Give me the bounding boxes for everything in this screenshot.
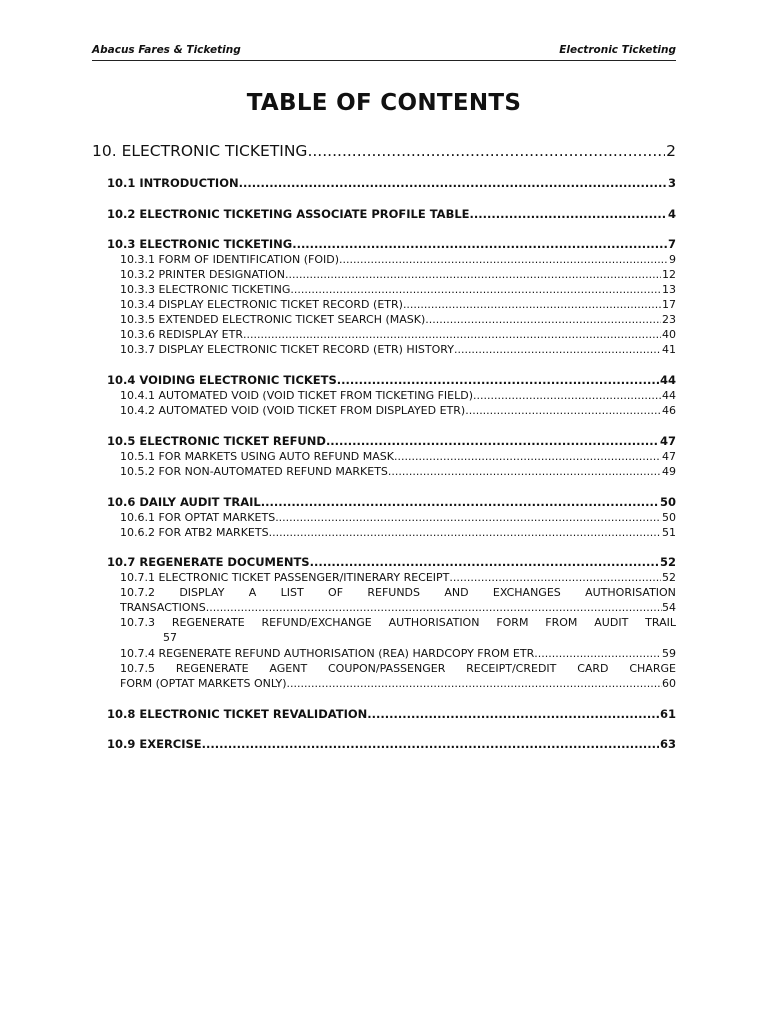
- toc-entry-title: 10.3.4 DISPLAY ELECTRONIC TICKET RECORD (ETR): [120, 298, 403, 311]
- toc-entry-10-3[interactable]: [107, 236, 676, 252]
- toc-entry-page: 63: [659, 737, 676, 751]
- toc-entry-10-4[interactable]: [107, 372, 676, 388]
- toc-leader: [337, 372, 659, 388]
- toc-entry-line-1: [120, 661, 676, 676]
- running-header: [92, 44, 676, 61]
- toc-word: CHARGE: [629, 662, 676, 675]
- toc-entry-10-3-6[interactable]: [120, 327, 676, 342]
- toc-entry-line-2: [120, 630, 676, 645]
- toc-entry-10-6-1[interactable]: [120, 510, 676, 525]
- toc-entry-10-7-1[interactable]: [120, 570, 676, 585]
- toc-leader: [239, 175, 667, 191]
- toc-entry-page: 9: [669, 253, 676, 266]
- toc-entry-10-2[interactable]: [107, 206, 676, 222]
- toc-entry-10-3-5[interactable]: [120, 312, 676, 327]
- toc-entry-title: 10.5 ELECTRONIC TICKET REFUND: [107, 434, 326, 448]
- toc-leader: [261, 494, 659, 510]
- toc-entry-title-continued: TRANSACTIONS: [120, 601, 206, 614]
- toc-entry-10-5[interactable]: [107, 433, 676, 449]
- toc-leader: [243, 327, 661, 342]
- toc-entry-title: 10.2 ELECTRONIC TICKETING ASSOCIATE PROFILE TABLE: [107, 207, 470, 221]
- toc-word: A: [248, 586, 257, 599]
- toc-word: CARD: [577, 662, 609, 675]
- toc-entry-page: 52: [662, 571, 676, 584]
- toc-word: AUTHORISATION: [585, 586, 676, 599]
- toc-word: REGENERATE: [175, 662, 249, 675]
- page-title: TABLE OF CONTENTS: [246, 90, 522, 116]
- toc-leader: [367, 706, 659, 722]
- toc-entry-line-1: [120, 615, 676, 630]
- toc-word: 10.7.5: [120, 662, 155, 675]
- toc-entry-title: 10.3.5 EXTENDED ELECTRONIC TICKET SEARCH (MASK): [120, 313, 426, 326]
- toc-entry-title: 10.7.4 REGENERATE REFUND AUTHORISATION (REA) HARDCOPY FROM ETR: [120, 647, 535, 660]
- toc-leader: [470, 206, 667, 222]
- toc-entry-10-8[interactable]: [107, 706, 676, 722]
- toc-entry-page: 3: [667, 176, 676, 190]
- toc-word: REFUNDS: [367, 586, 421, 599]
- toc-leader: [326, 433, 659, 449]
- toc-word: AUDIT: [594, 616, 629, 629]
- toc-entry-10[interactable]: [92, 141, 676, 161]
- toc-entry-line-1: [120, 585, 676, 600]
- toc-entry-title-continued: FORM (OPTAT MARKETS ONLY): [120, 677, 287, 690]
- toc-word: 10.7.2: [120, 586, 155, 599]
- toc-leader: [454, 342, 661, 357]
- toc-word: OF: [328, 586, 344, 599]
- toc-word: LIST: [280, 586, 304, 599]
- toc-entry-title: 10.3.2 PRINTER DESIGNATION: [120, 268, 285, 281]
- toc-word: RECEIPT/CREDIT: [466, 662, 557, 675]
- toc-entry-title: 10.9 EXERCISE: [107, 737, 202, 751]
- toc-entry-page: 61: [659, 707, 676, 721]
- toc-leader: [394, 449, 661, 464]
- toc-word: 10.7.3: [120, 616, 155, 629]
- toc-leader: [269, 525, 661, 540]
- toc-leader: [285, 267, 661, 282]
- toc-entry-title: 10.3.3 ELECTRONIC TICKETING: [120, 283, 291, 296]
- toc-entry-page: 59: [662, 647, 676, 660]
- toc-entry-title: 10.7.1 ELECTRONIC TICKET PASSENGER/ITINERARY RECEIPT: [120, 571, 450, 584]
- toc-entry-10-3-4[interactable]: [120, 297, 676, 312]
- toc-leader: [310, 554, 659, 570]
- toc-entry-title: 10. ELECTRONIC TICKETING: [92, 142, 308, 160]
- toc-leader: [388, 464, 661, 479]
- toc-entry-title: 10.5.1 FOR MARKETS USING AUTO REFUND MASK: [120, 450, 394, 463]
- toc-leader: [275, 510, 661, 525]
- toc-entry-page: 57: [163, 631, 177, 644]
- toc-word: DISPLAY: [179, 586, 225, 599]
- toc-entry-10-7[interactable]: [107, 554, 676, 570]
- toc-word: AND: [444, 586, 469, 599]
- toc-word: COUPON/PASSENGER: [328, 662, 446, 675]
- header-right-text: Electronic Ticketing: [559, 44, 676, 56]
- toc-entry-10-6-2[interactable]: [120, 525, 676, 540]
- toc-entry-title: 10.4.1 AUTOMATED VOID (VOID TICKET FROM TICKETING FIELD): [120, 389, 473, 402]
- toc-leader: [287, 676, 662, 691]
- toc-entry-title: 10.4 VOIDING ELECTRONIC TICKETS: [107, 373, 337, 387]
- toc-leader: [339, 252, 668, 267]
- toc-leader: [206, 600, 662, 615]
- toc-entry-10-7-4[interactable]: [120, 646, 676, 661]
- toc-entry-10-4-2[interactable]: [120, 403, 676, 418]
- toc-leader: [202, 736, 659, 752]
- toc-entry-page: 4: [667, 207, 676, 221]
- toc-entry-title: 10.6.1 FOR OPTAT MARKETS: [120, 511, 276, 524]
- toc-leader: [290, 282, 661, 297]
- toc-entry-page: 41: [662, 343, 676, 356]
- toc-entry-title: 10.5.2 FOR NON-AUTOMATED REFUND MARKETS: [120, 465, 388, 478]
- toc-entry-title: 10.3.6 REDISPLAY ETR: [120, 328, 243, 341]
- toc-entry-10-1[interactable]: [107, 175, 676, 191]
- toc-entry-page: 46: [662, 404, 676, 417]
- toc-entry-page: 49: [662, 465, 676, 478]
- toc-entry-title: 10.6.2 FOR ATB2 MARKETS: [120, 526, 269, 539]
- toc-word: FORM: [496, 616, 529, 629]
- toc-entry-10-5-1[interactable]: [120, 449, 676, 464]
- toc-entry-page: 40: [662, 328, 676, 341]
- toc-entry-page: 51: [662, 526, 676, 539]
- toc-entry-page: 50: [659, 495, 676, 509]
- toc-entry-page: 52: [659, 555, 676, 569]
- toc-entry-10-5-2[interactable]: [120, 464, 676, 479]
- toc-entry-title: 10.6 DAILY AUDIT TRAIL: [107, 495, 261, 509]
- toc-leader: [307, 141, 665, 161]
- toc-entry-page: 47: [662, 450, 676, 463]
- toc-word: TRAIL: [645, 616, 676, 629]
- toc-entry-title: 10.8 ELECTRONIC TICKET REVALIDATION: [107, 707, 368, 721]
- toc-leader: [473, 388, 661, 403]
- toc-entry-10-7-2[interactable]: [120, 585, 676, 615]
- toc-entry-10-3-2[interactable]: [120, 267, 676, 282]
- toc-entry-page: 50: [662, 511, 676, 524]
- toc-entry-page: 44: [662, 389, 676, 402]
- toc-entry-10-3-7[interactable]: [120, 342, 676, 357]
- toc-entry-title: 10.1 INTRODUCTION: [107, 176, 239, 190]
- toc-entry-line-2: [120, 676, 676, 691]
- toc-entry-page: 44: [659, 373, 676, 387]
- toc-entry-title: 10.3.1 FORM OF IDENTIFICATION (FOID): [120, 253, 339, 266]
- toc-entry-10-9[interactable]: [107, 736, 676, 752]
- toc-entry-page: 23: [662, 313, 676, 326]
- toc-leader: [449, 570, 661, 585]
- toc-entry-page: 17: [662, 298, 676, 311]
- toc-leader: [465, 403, 661, 418]
- toc-entry-title: 10.3.7 DISPLAY ELECTRONIC TICKET RECORD (ETR) HISTORY: [120, 343, 454, 356]
- toc-entry-10-3-1[interactable]: [120, 252, 676, 267]
- toc-entry-10-4-1[interactable]: [120, 388, 676, 403]
- toc-entry-page: 12: [662, 268, 676, 281]
- toc-entry-10-7-3[interactable]: [120, 615, 676, 645]
- toc-word: REGENERATE: [171, 616, 245, 629]
- toc-entry-page: 2: [666, 142, 676, 160]
- toc-entry-line-2: [120, 600, 676, 615]
- toc-entry-10-3-3[interactable]: [120, 282, 676, 297]
- toc-leader: [292, 236, 667, 252]
- toc-leader: [534, 646, 661, 661]
- toc-entry-title: 10.4.2 AUTOMATED VOID (VOID TICKET FROM DISPLAYED ETR): [120, 404, 466, 417]
- toc-entry-page: 13: [662, 283, 676, 296]
- toc-word: EXCHANGES: [492, 586, 561, 599]
- toc-entry-page: 47: [659, 434, 676, 448]
- toc-leader: [403, 297, 661, 312]
- toc-word: FROM: [545, 616, 578, 629]
- toc-entry-10-7-5[interactable]: [120, 661, 676, 691]
- toc-entry-page: 7: [667, 237, 676, 251]
- header-left-text: Abacus Fares & Ticketing: [92, 44, 241, 56]
- toc-leader: [425, 312, 661, 327]
- toc-entry-title: 10.3 ELECTRONIC TICKETING: [107, 237, 293, 251]
- toc-word: REFUND/EXCHANGE: [261, 616, 372, 629]
- toc-entry-10-6[interactable]: [107, 494, 676, 510]
- toc-entry-page: 60: [662, 677, 676, 690]
- toc-word: AUTHORISATION: [388, 616, 480, 629]
- toc-entry-title: 10.7 REGENERATE DOCUMENTS: [107, 555, 310, 569]
- toc-word: AGENT: [269, 662, 308, 675]
- toc-entry-page: 54: [662, 601, 676, 614]
